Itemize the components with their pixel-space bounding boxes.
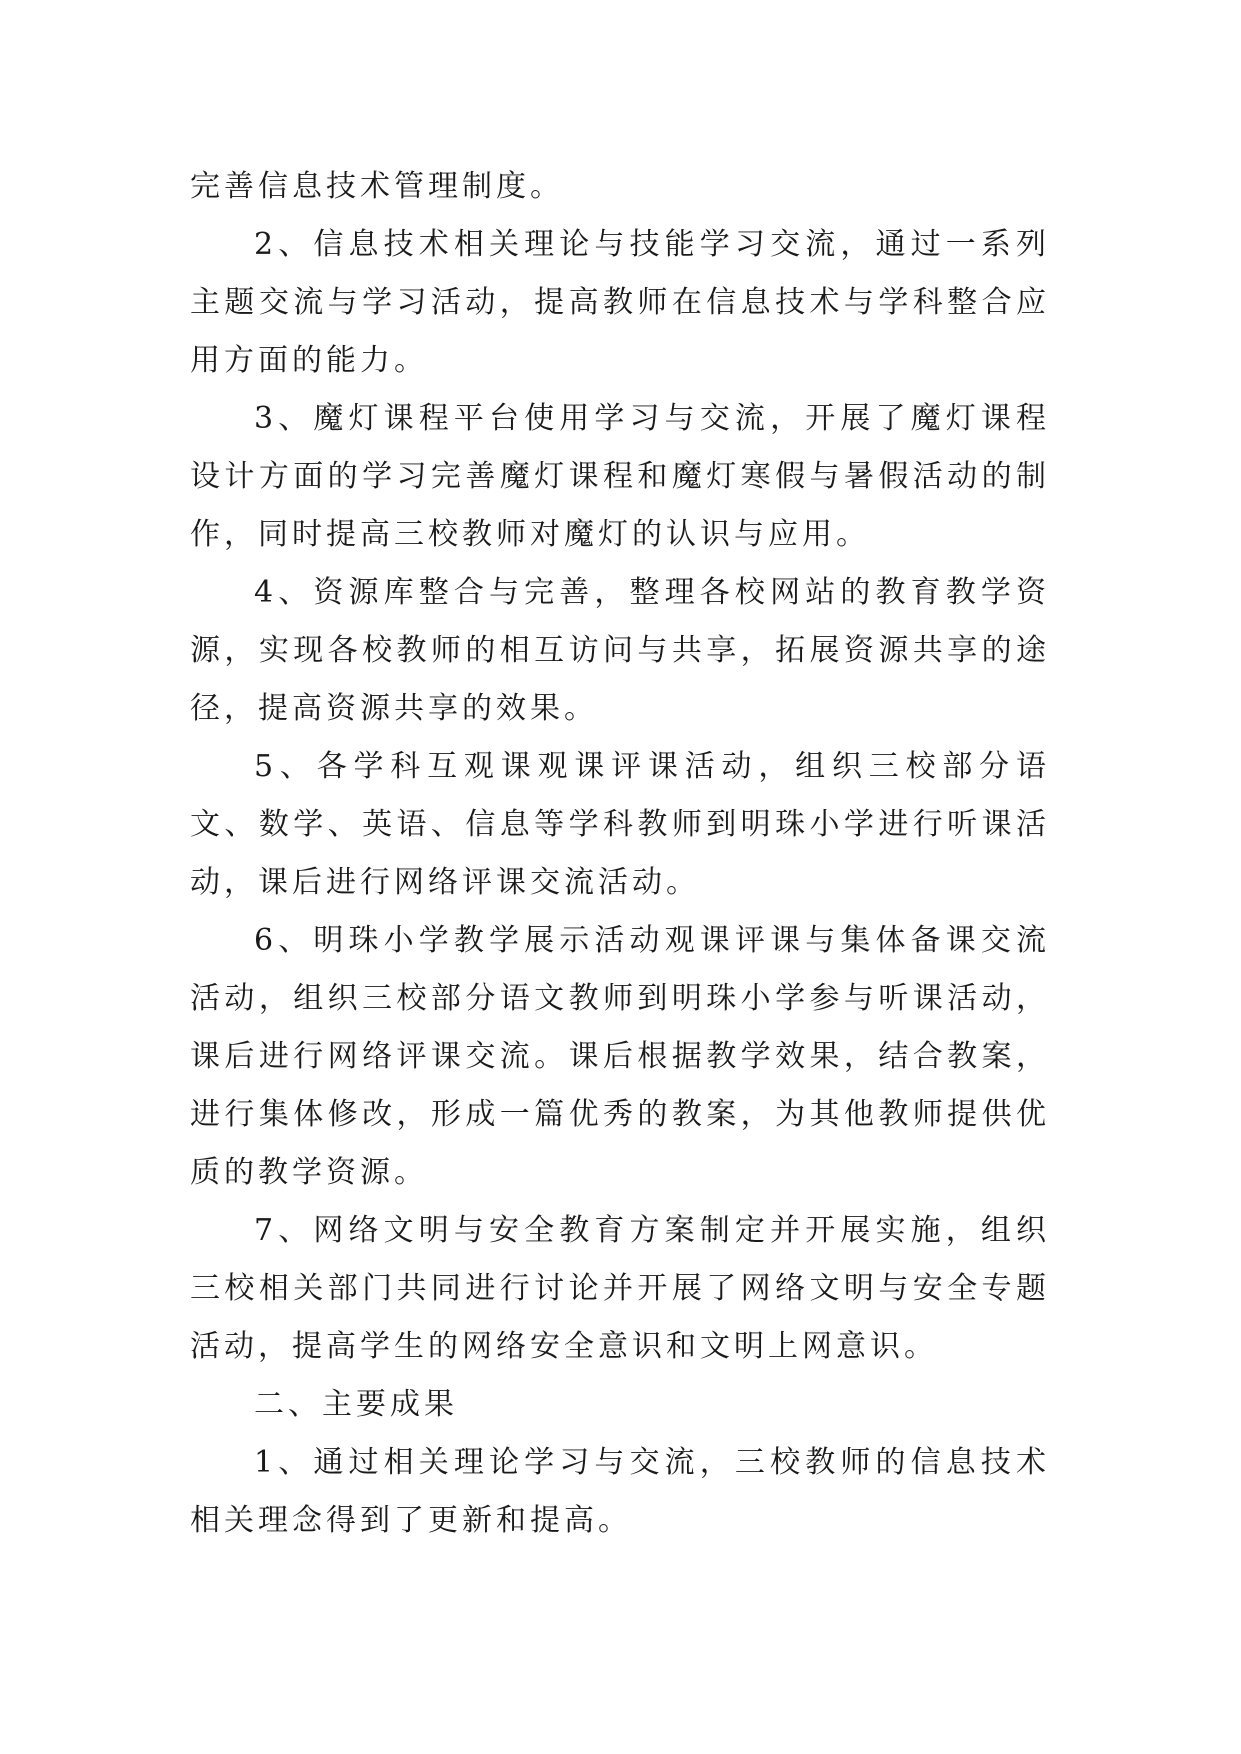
- paragraph-item-3: 3、魔灯课程平台使用学习与交流，开展了魔灯课程设计方面的学习完善魔灯课程和魔灯寒假与暑假活动的制作，同时提高三校教师对魔灯的认识与应用。: [190, 401, 1050, 552]
- section-heading: 二、主要成果: [254, 1387, 458, 1422]
- paragraph-continuation: 完善信息技术管理制度。: [190, 169, 564, 204]
- document-body: [190, 158, 1050, 1550]
- paragraph-item-4: 4、资源库整合与完善，整理各校网站的教育教学资源，实现各校教师的相互访问与共享，拓展资源共享的途径，提高资源共享的效果。: [190, 575, 1050, 726]
- paragraph-item-7: 7、网络文明与安全教育方案制定并开展实施，组织三校相关部门共同进行讨论并开展了网络文明与安全专题活动，提高学生的网络安全意识和文明上网意识。: [190, 1213, 1050, 1364]
- paragraph-item-6: 6、明珠小学教学展示活动观课评课与集体备课交流活动，组织三校部分语文教师到明珠小学参与听课活动，课后进行网络评课交流。课后根据教学效果，结合教案，进行集体修改，形成一篇优秀的教案，为其他教师提供优质的教学资源。: [190, 923, 1050, 1190]
- paragraph-item-2: 2、信息技术相关理论与技能学习交流，通过一系列主题交流与学习活动，提高教师在信息技术与学科整合应用方面的能力。: [190, 227, 1050, 378]
- paragraph-item-5: 5、各学科互观课观课评课活动，组织三校部分语文、数学、英语、信息等学科教师到明珠小学进行听课活动，课后进行网络评课交流活动。: [190, 749, 1050, 900]
- result-item-1: 1、通过相关理论学习与交流，三校教师的信息技术相关理念得到了更新和提高。: [190, 1445, 1050, 1538]
